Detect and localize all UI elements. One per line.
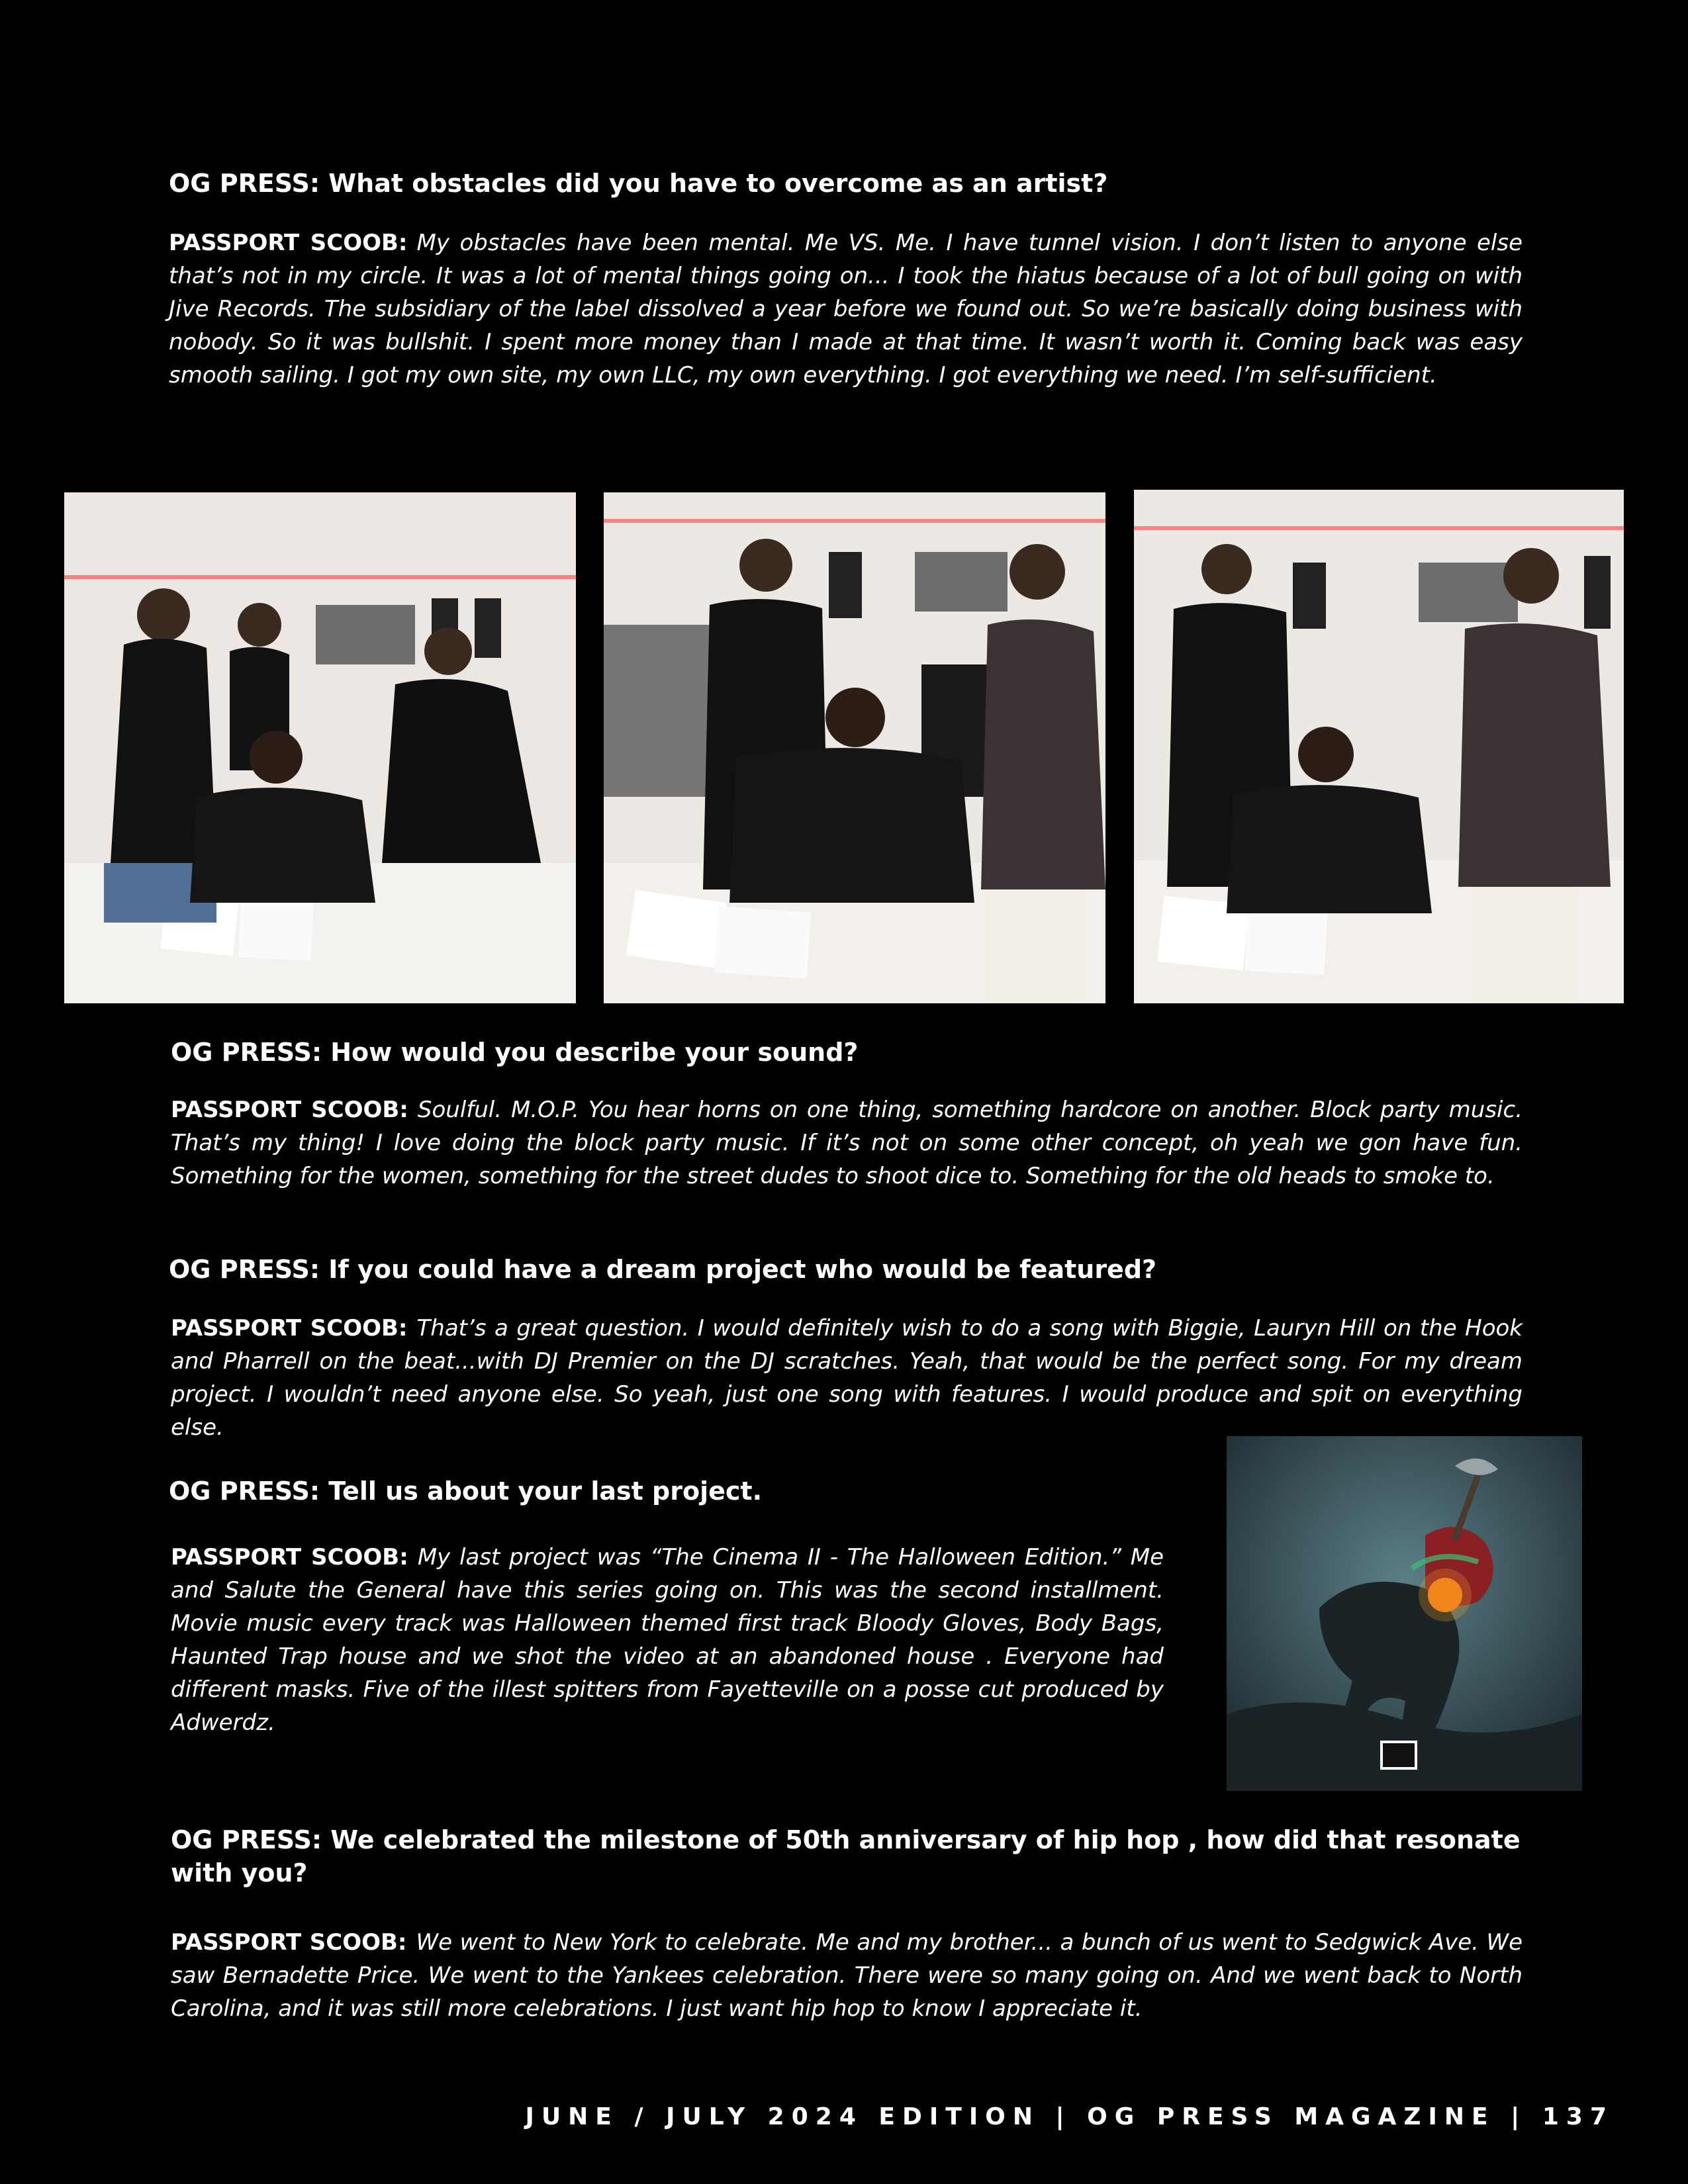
qa-block-last-project xyxy=(169,1475,1175,1508)
qa-block-hip-hop-50 xyxy=(171,1823,1523,1889)
qa-block-sound xyxy=(171,1036,1523,1069)
question-heading: OG PRESS: If you could have a dream project who would be featured? xyxy=(169,1255,1157,1284)
answer-text: That’s a great question. I would definitely wish to do a song with Biggie, Lauryn Hill on the Hook and Pharrell on the beat...with DJ Premier on the DJ scratches. Yeah, that would be the perfect song. For my dream project. I wouldn’t need anyone else. So yeah, just one song with features. I would produce and spit on everything else. xyxy=(171,1315,1523,1441)
answer-last-project xyxy=(171,1541,1164,1739)
question-heading: OG PRESS: Tell us about your last project. xyxy=(169,1477,763,1506)
speaker-label: PASSPORT SCOOB: xyxy=(171,1315,408,1342)
album-cover-art xyxy=(1227,1436,1582,1791)
answer-dream-project xyxy=(171,1312,1523,1444)
answer-hip-hop-50 xyxy=(171,1926,1523,2025)
answer-text: We went to New York to celebrate. Me and my brother... a bunch of us went to Sedgwick Ave. We saw Bernadette Price. We went to the Yankees celebration. There were so many going on. And we went back to North Carolina, and it was still more celebrations. I just want hip hop to know I appreciate it. xyxy=(171,1929,1523,2022)
speaker-label: PASSPORT SCOOB: xyxy=(171,1097,408,1123)
qa-block-dream-project xyxy=(169,1253,1523,1286)
answer-text: My obstacles have been mental. Me VS. Me. I have tunnel vision. I don’t listen to anyone else that’s not in my circle. It was a lot of mental things going on... I took the hiatus because of a lot of bull going on with Jive Records. The subsidiary of the label dissolved a year before we found out. So we’re basically doing business with nobody. So it was bullshit. I spent more money than I made at that time. It wasn’t worth it. Coming back was easy smooth sailing. I got my own site, my own LLC, my own everything. I got everything we need. I’m self-sufficient. xyxy=(169,230,1523,388)
studio-photo-3 xyxy=(1134,490,1624,1003)
page-footer: JUNE / JULY 2024 EDITION | OG PRESS MAGAZINE | 137 xyxy=(525,2103,1614,2130)
studio-photo-2 xyxy=(604,492,1105,1003)
answer-sound xyxy=(171,1093,1523,1193)
speaker-label: PASSPORT SCOOB: xyxy=(171,1544,408,1570)
answer-text: Soulful. M.O.P. You hear horns on one thing, something hardcore on another. Block party music. That’s my thing! I love doing the block party music. If it’s not on some other concept, oh yeah we gon have fun. Something for the women, something for the street dudes to shoot dice to. Something for the old heads to smoke to. xyxy=(171,1097,1523,1189)
answer-obstacles xyxy=(169,226,1523,392)
question-heading: OG PRESS: We celebrated the milestone of 50th anniversary of hip hop , how did that resonate with you? xyxy=(171,1825,1521,1888)
speaker-label: PASSPORT SCOOB: xyxy=(171,1929,407,1956)
answer-text: My last project was “The Cinema II - The Halloween Edition.” Me and Salute the General have this series going on. This was the second installment. Movie music every track was Halloween themed first track Bloody Gloves, Body Bags, Haunted Trap house and we shot the video at an abandoned house . Everyone had different masks. Five of the illest spitters from Fayetteville on a posse cut produced by Adwerdz. xyxy=(171,1544,1164,1736)
question-heading: OG PRESS: What obstacles did you have to overcome as an artist? xyxy=(169,169,1108,198)
question-heading: OG PRESS: How would you describe your sound? xyxy=(171,1038,859,1067)
speaker-label: PASSPORT SCOOB: xyxy=(169,230,408,256)
qa-block-obstacles xyxy=(169,167,1523,200)
studio-photo-1 xyxy=(64,492,576,1003)
